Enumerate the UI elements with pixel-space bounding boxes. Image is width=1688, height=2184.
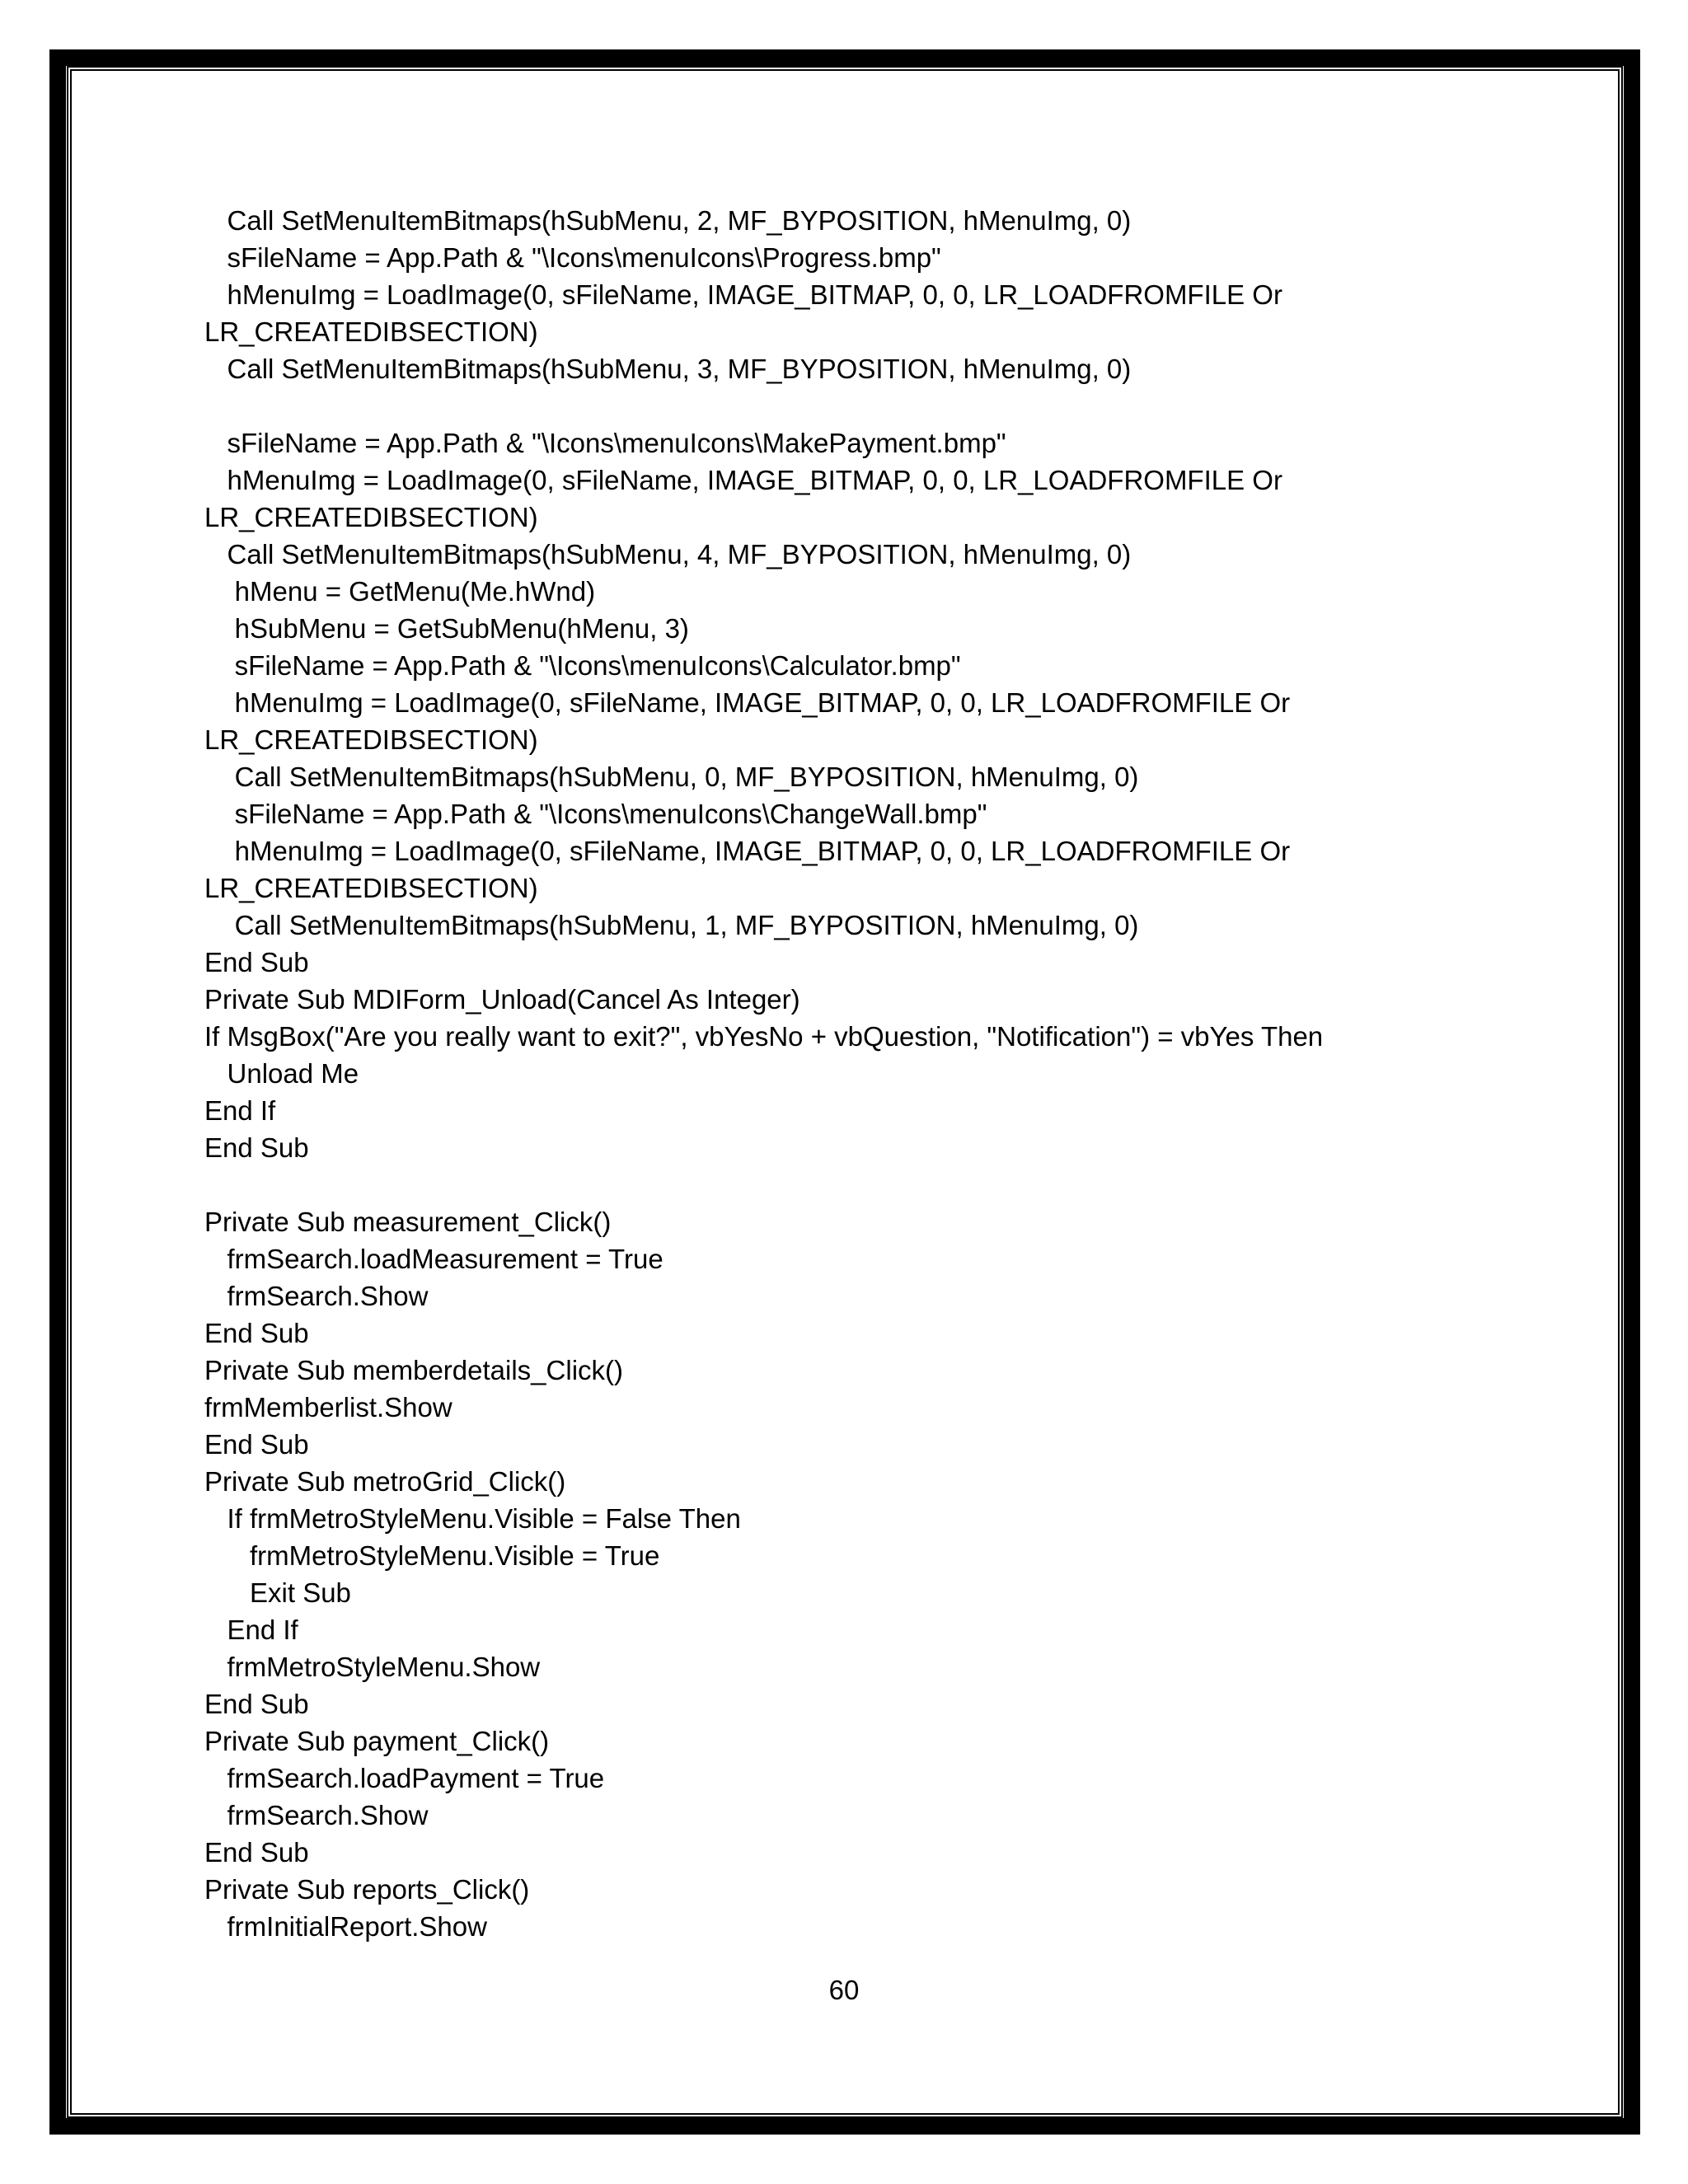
code-line: Private Sub payment_Click() [204,1726,550,1756]
code-line: LR_CREATEDIBSECTION) [204,724,538,755]
code-line: hMenuImg = LoadImage(0, sFileName, IMAGE_BITMAP, 0, 0, LR_LOADFROMFILE Or [204,465,1282,495]
code-line: frmMetroStyleMenu.Visible = True [204,1540,660,1571]
code-line: Exit Sub [204,1577,351,1608]
code-line: End Sub [204,1689,309,1719]
code-line: hMenuImg = LoadImage(0, sFileName, IMAGE_BITMAP, 0, 0, LR_LOADFROMFILE Or [204,836,1291,866]
code-line: LR_CREATEDIBSECTION) [204,502,538,532]
code-line: Private Sub reports_Click() [204,1874,530,1905]
code-block [0,202,1688,1945]
code-line: hMenuImg = LoadImage(0, sFileName, IMAGE_BITMAP, 0, 0, LR_LOADFROMFILE Or [204,687,1291,718]
code-line: If frmMetroStyleMenu.Visible = False Then [204,1503,741,1534]
code-line: End If [204,1095,276,1126]
code-line: Unload Me [204,1058,359,1089]
code-line: Call SetMenuItemBitmaps(hSubMenu, 3, MF_BYPOSITION, hMenuImg, 0) [204,354,1132,384]
code-line: hMenu = GetMenu(Me.hWnd) [204,576,596,607]
code-line: Private Sub measurement_Click() [204,1207,612,1237]
code-line: frmInitialReport.Show [204,1911,487,1942]
code-line: sFileName = App.Path & "\Icons\menuIcons\MakePayment.bmp" [204,428,1006,458]
code-line: End Sub [204,947,309,977]
code-line: Call SetMenuItemBitmaps(hSubMenu, 2, MF_BYPOSITION, hMenuImg, 0) [204,205,1132,236]
code-line: sFileName = App.Path & "\Icons\menuIcons\Progress.bmp" [204,242,941,273]
code-line: End Sub [204,1132,309,1163]
code-line: frmSearch.Show [204,1281,429,1311]
code-line: frmMemberlist.Show [204,1392,452,1422]
code-line: sFileName = App.Path & "\Icons\menuIcons\ChangeWall.bmp" [204,799,987,829]
code-line: LR_CREATEDIBSECTION) [204,316,538,347]
code-line: frmMetroStyleMenu.Show [204,1652,541,1682]
code-line: Call SetMenuItemBitmaps(hSubMenu, 4, MF_BYPOSITION, hMenuImg, 0) [204,539,1132,569]
code-line: frmSearch.loadPayment = True [204,1763,605,1793]
code-line: End If [204,1615,298,1645]
code-line: sFileName = App.Path & "\Icons\menuIcons\Calculator.bmp" [204,650,961,681]
code-line: Private Sub MDIForm_Unload(Cancel As Integer) [204,984,800,1015]
page-number: 60 [828,1975,860,2005]
code-line: hSubMenu = GetSubMenu(hMenu, 3) [204,613,689,644]
code-line: If MsgBox("Are you really want to exit?", vbYesNo + vbQuestion, "Notification") = vbYes Then [204,1021,1324,1052]
code-line: Private Sub memberdetails_Click() [204,1355,624,1385]
code-line: frmSearch.loadMeasurement = True [204,1244,663,1274]
code-line: Call SetMenuItemBitmaps(hSubMenu, 1, MF_BYPOSITION, hMenuImg, 0) [204,910,1139,940]
code-line [0,387,1688,424]
code-line: Private Sub metroGrid_Click() [204,1466,566,1497]
code-line: hMenuImg = LoadImage(0, sFileName, IMAGE_BITMAP, 0, 0, LR_LOADFROMFILE Or [204,279,1282,310]
code-line [0,1166,1688,1203]
code-line: End Sub [204,1837,309,1868]
code-line: LR_CREATEDIBSECTION) [204,873,538,903]
code-line: End Sub [204,1429,309,1460]
code-line: Call SetMenuItemBitmaps(hSubMenu, 0, MF_BYPOSITION, hMenuImg, 0) [204,762,1139,792]
code-line: End Sub [204,1318,309,1348]
code-line: frmSearch.Show [204,1800,429,1830]
